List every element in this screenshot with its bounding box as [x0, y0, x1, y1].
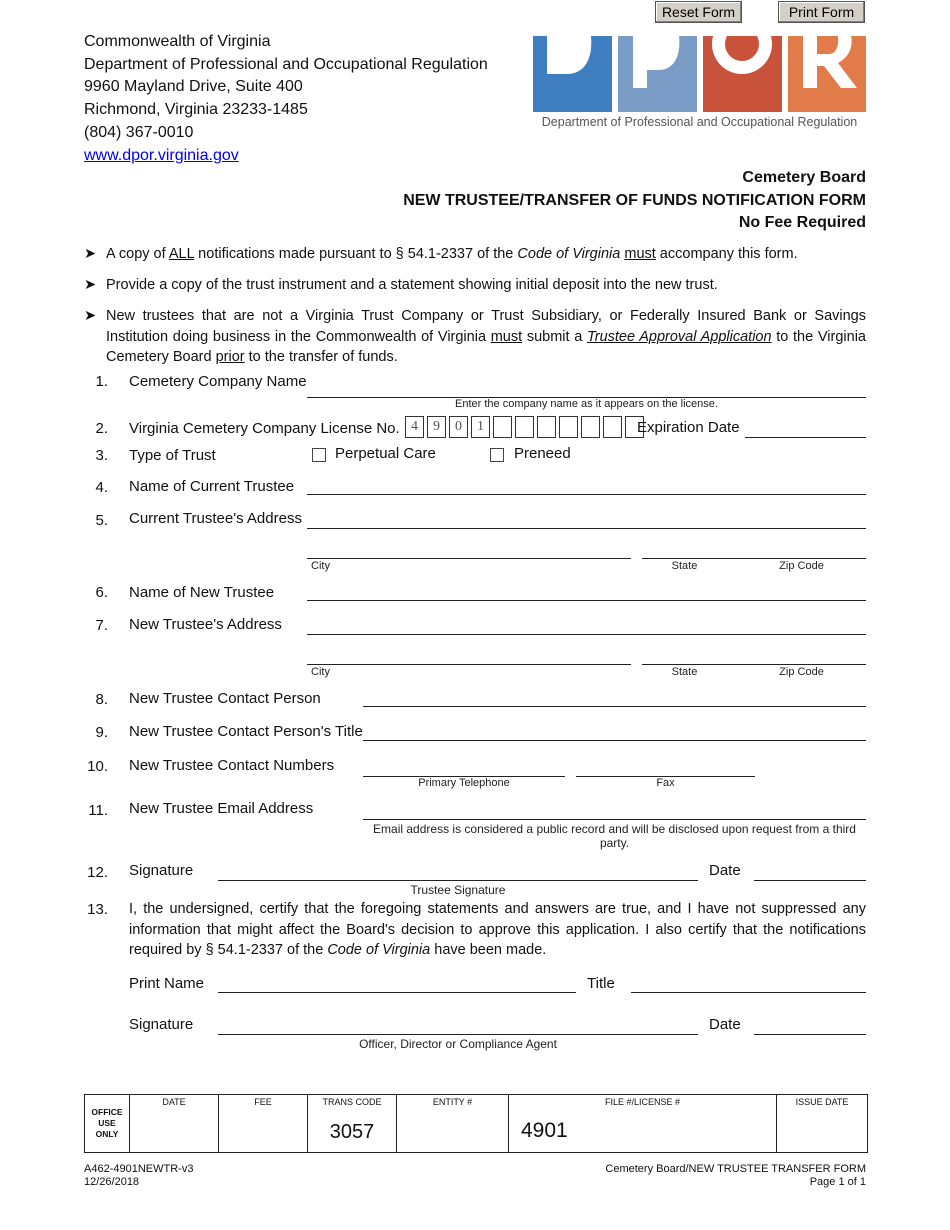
office-issue-date-cell — [777, 1095, 868, 1153]
email-input[interactable] — [363, 819, 866, 820]
phone-number: (804) 367-0010 — [84, 123, 194, 141]
file-license-value: 4901 — [521, 1119, 568, 1142]
website-link[interactable]: www.dpor.virginia.gov — [84, 146, 239, 164]
current-trustee-zip-input[interactable] — [737, 558, 866, 559]
new-trustee-city-input[interactable] — [307, 664, 631, 665]
dept-name: Department of Professional and Occupational Regulation — [84, 55, 488, 73]
field-number: 7. — [95, 617, 108, 634]
city-address: Richmond, Virginia 23233-1485 — [84, 101, 308, 119]
board-name: Cemetery Board — [742, 169, 866, 186]
field-number: 9. — [95, 724, 108, 741]
footer-right — [605, 1163, 866, 1189]
state-caption: State — [671, 560, 698, 572]
office-issue-date-header: ISSUE DATE — [795, 1097, 849, 1107]
city-caption: City — [311, 666, 330, 678]
license-digit-box[interactable]: 9 — [427, 416, 446, 438]
instruction-bullet-3: ➤ New trustees that are not a Virginia Trust Company or Trust Subsidiary, or Federally Insured Bank or Savings Institution doing business in the Commonwealth of Virginia must submit a Trustee Approval Application to the Virginia Cemetery Board prior to the transfer of funds. — [84, 308, 866, 365]
officer-signature-input[interactable] — [218, 1034, 698, 1035]
field-number: 2. — [95, 420, 108, 437]
form-name: Cemetery Board/NEW TRUSTEE TRANSFER FORM — [605, 1163, 866, 1175]
footer-left — [84, 1163, 193, 1189]
officer-signature-label: Signature — [129, 1016, 194, 1033]
fax-caption: Fax — [656, 777, 675, 789]
form-date: 12/26/2018 — [84, 1176, 140, 1188]
current-trustee-city-input[interactable] — [307, 558, 631, 559]
new-trustee-address-input[interactable] — [307, 634, 866, 635]
fee-note: No Fee Required — [738, 214, 866, 231]
state-caption: State — [671, 666, 698, 678]
field-number: 3. — [95, 447, 108, 464]
preneed-label: Preneed — [514, 445, 571, 462]
arrow-bullet-icon: ➤ — [84, 246, 97, 262]
print-name-label: Print Name — [129, 975, 205, 992]
arrow-bullet-icon: ➤ — [84, 308, 97, 324]
field-number: 10. — [87, 758, 108, 775]
title-label: Title — [587, 975, 615, 992]
contact-person-label: New Trustee Contact Person — [129, 690, 321, 707]
office-file-license-header: FILE #/LICENSE # — [604, 1097, 681, 1107]
license-digit-box[interactable]: 0 — [449, 416, 468, 438]
page-number: Page 1 of 1 — [809, 1176, 866, 1188]
trustee-signature-date-input[interactable] — [754, 880, 866, 881]
license-digit-box[interactable] — [559, 416, 578, 438]
license-digit-box[interactable]: 4 — [405, 416, 424, 438]
new-trustee-address-label: New Trustee's Address — [129, 616, 282, 633]
title-input[interactable] — [631, 992, 866, 993]
instruction-bullet-2: ➤ Provide a copy of the trust instrument and a statement showing initial deposit into the new trust. — [84, 275, 866, 297]
contact-title-label: New Trustee Contact Person's Title — [129, 723, 363, 740]
trustee-signature-caption: Trustee Signature — [410, 883, 506, 897]
logo-caption: Department of Professional and Occupational Regulation — [541, 115, 858, 129]
perpetual-care-label: Perpetual Care — [335, 445, 436, 462]
license-digit-box[interactable] — [581, 416, 600, 438]
office-file-license-cell — [509, 1095, 777, 1153]
license-digit-box[interactable] — [537, 416, 556, 438]
officer-signature-date-input[interactable] — [754, 1034, 866, 1035]
street-address: 9960 Mayland Drive, Suite 400 — [84, 78, 303, 96]
current-trustee-address-label: Current Trustee's Address — [129, 510, 302, 527]
license-digit-box[interactable] — [603, 416, 622, 438]
city-caption: City — [311, 560, 330, 572]
zip-code-caption: Zip Code — [779, 666, 824, 678]
trans-code-value: 3057 — [329, 1121, 375, 1143]
reset-form-button[interactable]: Reset Form — [655, 1, 742, 23]
license-digit-box[interactable] — [515, 416, 534, 438]
field-number: 5. — [95, 512, 108, 529]
contact-person-input[interactable] — [363, 706, 866, 707]
print-name-input[interactable] — [218, 992, 576, 993]
expiration-date-input[interactable] — [745, 437, 866, 438]
field-number: 11. — [88, 802, 108, 819]
primary-telephone-caption: Primary Telephone — [418, 777, 510, 789]
office-use-only-label: OFFICE USE ONLY — [85, 1095, 130, 1153]
instruction-bullet-1: ➤ A copy of ALL notifications made pursuant to § 54.1-2337 of the Code of Virginia must accompany this form. — [84, 244, 866, 266]
field-number: 8. — [95, 691, 108, 708]
trust-type-label: Type of Trust — [129, 447, 216, 464]
agency-address — [84, 31, 488, 167]
email-label: New Trustee Email Address — [129, 800, 314, 817]
new-trustee-name-input[interactable] — [307, 600, 866, 601]
license-digit-box[interactable] — [493, 416, 512, 438]
field-number: 12. — [87, 864, 108, 881]
org-name: Commonwealth of Virginia — [84, 33, 271, 50]
officer-date-label: Date — [709, 1016, 741, 1033]
company-name-label: Cemetery Company Name — [129, 373, 307, 390]
arrow-bullet-icon: ➤ — [84, 277, 97, 293]
company-name-caption: Enter the company name as it appears on the license. — [455, 398, 718, 410]
office-date-header: DATE — [162, 1097, 186, 1107]
office-fee-header: FEE — [254, 1097, 272, 1107]
print-form-button[interactable]: Print Form — [778, 1, 865, 23]
officer-signature-caption: Officer, Director or Compliance Agent — [359, 1037, 557, 1051]
contact-title-input[interactable] — [363, 740, 866, 741]
expiration-date-label: Expiration Date — [637, 419, 740, 436]
preneed-checkbox[interactable] — [490, 448, 504, 462]
field-number: 6. — [95, 584, 108, 601]
current-trustee-name-label: Name of Current Trustee — [129, 478, 295, 495]
zip-code-caption: Zip Code — [779, 560, 824, 572]
license-number-label: Virginia Cemetery Company License No. — [129, 420, 400, 437]
dpor-logo — [533, 36, 866, 132]
perpetual-care-checkbox[interactable] — [312, 448, 326, 462]
date-label: Date — [709, 862, 741, 879]
email-caption: Email address is considered a public record and will be disclosed upon request from a third party. — [373, 822, 856, 850]
current-trustee-name-input[interactable] — [307, 494, 866, 495]
form-id: A462-4901NEWTR-v3 — [84, 1163, 194, 1175]
field-number: 13. — [87, 901, 108, 918]
office-entity-header: ENTITY # — [432, 1097, 473, 1107]
signature-label: Signature — [129, 862, 194, 879]
office-trans-code-cell — [308, 1095, 397, 1153]
new-trustee-name-label: Name of New Trustee — [129, 584, 275, 601]
new-trustee-zip-input[interactable] — [737, 664, 866, 665]
certification-statement: I, the undersigned, certify that the foregoing statements and answers are true, and I have not suppressed any information that might affect the Board's decision to approve this application. I also certify that the notifications required by § 54.1-2337 of the Code of Virginia have been made. — [129, 901, 866, 958]
dpor-logo-graphic — [533, 36, 866, 114]
office-fee-cell — [219, 1095, 308, 1153]
license-digit-box[interactable]: 1 — [471, 416, 490, 438]
field-number: 1. — [95, 373, 108, 390]
field-number: 4. — [95, 479, 108, 496]
contact-numbers-label: New Trustee Contact Numbers — [129, 757, 335, 774]
office-use-table — [84, 1094, 868, 1153]
current-trustee-address-input[interactable] — [307, 528, 866, 529]
trustee-signature-input[interactable] — [218, 880, 698, 881]
form-title-block — [403, 167, 866, 235]
office-date-cell — [130, 1095, 219, 1153]
office-trans-code-header: TRANS CODE — [322, 1097, 382, 1107]
form-title: NEW TRUSTEE/TRANSFER OF FUNDS NOTIFICATION FORM — [403, 191, 866, 209]
office-entity-cell — [397, 1095, 509, 1153]
